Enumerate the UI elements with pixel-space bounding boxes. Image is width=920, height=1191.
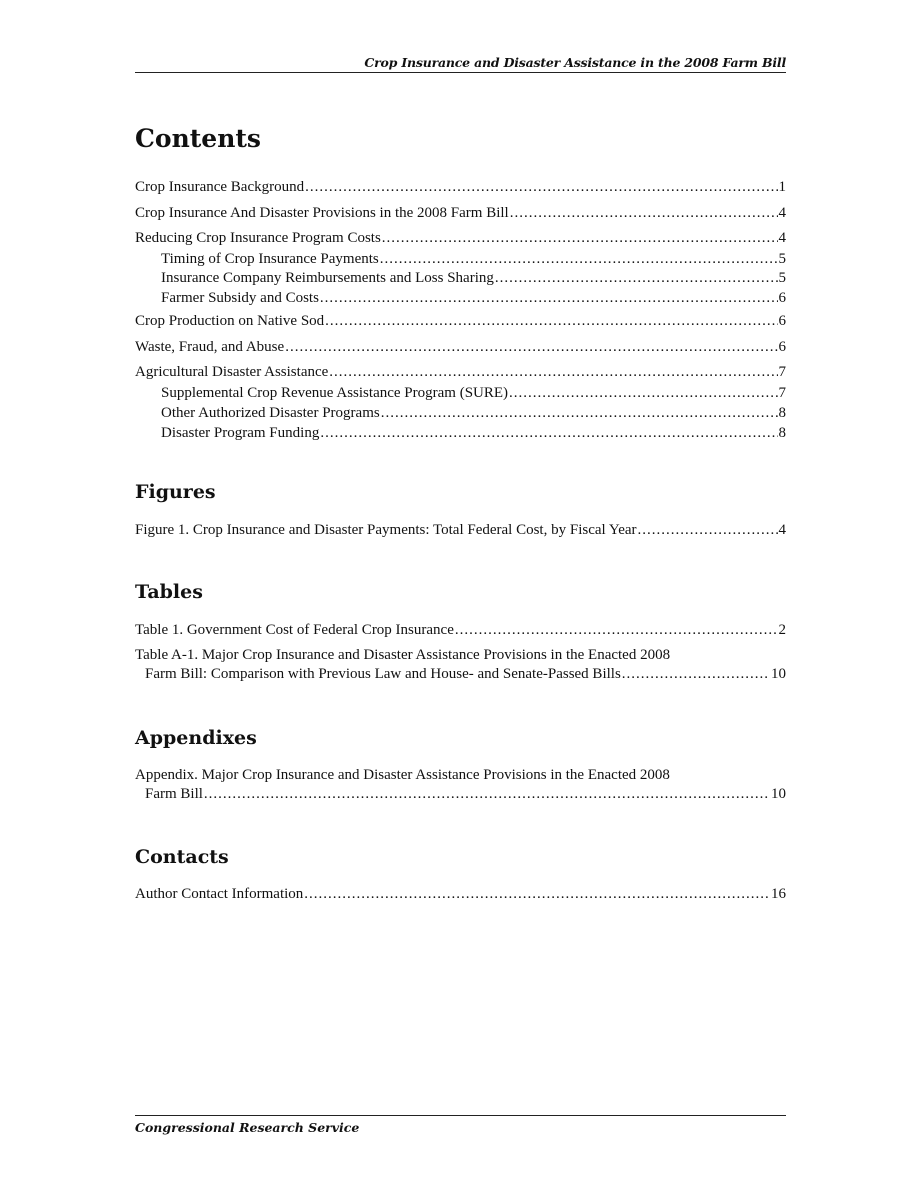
document-page <box>135 0 786 1191</box>
dot-leader <box>382 228 778 248</box>
toc-entry-appendix-line1[interactable]: Appendix. Major Crop Insurance and Disaster Assistance Provisions in the Enacted 2008 <box>135 767 670 783</box>
dot-leader <box>380 249 778 269</box>
dot-leader <box>329 362 777 382</box>
dot-leader <box>495 268 778 288</box>
toc-entry-reducing-costs[interactable] <box>135 228 786 248</box>
toc-entry-other-programs[interactable] <box>161 403 786 423</box>
toc-page-number: 4 <box>778 230 786 246</box>
toc-entry-crop-insurance-background[interactable] <box>135 177 786 197</box>
dot-leader <box>320 423 777 443</box>
toc-page-number: 7 <box>778 385 786 401</box>
toc-entry-appendix[interactable] <box>145 784 786 804</box>
toc-entry-table-1[interactable] <box>135 620 786 640</box>
running-footer: Congressional Research Service <box>135 1120 360 1135</box>
toc-entry-label: Waste, Fraud, and Abuse <box>135 339 285 355</box>
dot-leader <box>509 383 777 403</box>
toc-page-number: 10 <box>771 666 786 682</box>
toc-entry-label: Farmer Subsidy and Costs <box>161 290 319 306</box>
toc-page-number: 4 <box>778 205 786 221</box>
toc-entry-label: Crop Insurance And Disaster Provisions in the 2008 Farm Bill <box>135 205 509 221</box>
running-header: Crop Insurance and Disaster Assistance in the 2008 Farm Bill <box>364 55 786 70</box>
dot-leader <box>320 288 778 308</box>
toc-entry-label: Farm Bill <box>145 786 203 802</box>
header-rule <box>135 72 786 73</box>
toc-entry-label: Table 1. Government Cost of Federal Crop Insurance <box>135 622 454 638</box>
toc-entry-label: Reducing Crop Insurance Program Costs <box>135 230 381 246</box>
toc-entry-label: Crop Production on Native Sod <box>135 313 325 329</box>
toc-entry-label: Disaster Program Funding <box>161 425 320 441</box>
toc-entry-author-contact[interactable] <box>135 884 786 904</box>
toc-entry-label: Timing of Crop Insurance Payments <box>161 251 379 267</box>
dot-leader <box>622 664 770 684</box>
toc-entry-waste-fraud-abuse[interactable] <box>135 337 786 357</box>
toc-entry-farmer-subsidy[interactable] <box>161 288 786 308</box>
toc-page-number: 8 <box>778 425 786 441</box>
contents-title: Contents <box>135 124 262 153</box>
toc-entry-label: Insurance Company Reimbursements and Loss Sharing <box>161 270 494 286</box>
toc-page-number: 5 <box>778 270 786 286</box>
toc-page-number: 6 <box>778 339 786 355</box>
dot-leader <box>455 620 778 640</box>
toc-entry-sure[interactable] <box>161 383 786 403</box>
tables-title: Tables <box>135 581 203 603</box>
toc-page-number: 16 <box>771 886 786 902</box>
toc-entry-disaster-assistance[interactable] <box>135 362 786 382</box>
figures-title: Figures <box>135 481 216 503</box>
dot-leader <box>638 520 778 540</box>
contacts-title: Contacts <box>135 846 229 868</box>
toc-page-number: 8 <box>778 405 786 421</box>
appendixes-title: Appendixes <box>135 727 257 749</box>
toc-entry-program-funding[interactable] <box>161 423 786 443</box>
dot-leader <box>305 177 777 197</box>
dot-leader <box>381 403 778 423</box>
dot-leader <box>204 784 770 804</box>
toc-entry-label: Supplemental Crop Revenue Assistance Program (SURE) <box>161 385 509 401</box>
toc-entry-native-sod[interactable] <box>135 311 786 331</box>
dot-leader <box>325 311 777 331</box>
dot-leader <box>304 884 770 904</box>
toc-entry-table-a1[interactable] <box>145 664 786 684</box>
dot-leader <box>510 203 778 223</box>
toc-entry-label: Author Contact Information <box>135 886 304 902</box>
toc-entry-label: Farm Bill: Comparison with Previous Law and House- and Senate-Passed Bills <box>145 666 621 682</box>
toc-entry-label: Agricultural Disaster Assistance <box>135 364 329 380</box>
toc-page-number: 10 <box>771 786 786 802</box>
footer-rule <box>135 1115 786 1116</box>
dot-leader <box>285 337 777 357</box>
toc-entry-label: Crop Insurance Background <box>135 179 305 195</box>
toc-entry-timing-payments[interactable] <box>161 249 786 269</box>
toc-entry-provisions-2008-farm-bill[interactable] <box>135 203 786 223</box>
toc-entry-figure-1[interactable] <box>135 520 786 540</box>
toc-page-number: 6 <box>778 313 786 329</box>
toc-page-number: 6 <box>778 290 786 306</box>
toc-page-number: 2 <box>778 622 786 638</box>
toc-page-number: 4 <box>778 522 786 538</box>
toc-page-number: 1 <box>778 179 786 195</box>
toc-entry-label: Figure 1. Crop Insurance and Disaster Payments: Total Federal Cost, by Fiscal Year <box>135 522 637 538</box>
toc-page-number: 7 <box>778 364 786 380</box>
toc-page-number: 5 <box>778 251 786 267</box>
toc-entry-reimbursements[interactable] <box>161 268 786 288</box>
toc-entry-table-a1-line1[interactable]: Table A-1. Major Crop Insurance and Disaster Assistance Provisions in the Enacted 2008 <box>135 647 671 663</box>
toc-entry-label: Other Authorized Disaster Programs <box>161 405 380 421</box>
